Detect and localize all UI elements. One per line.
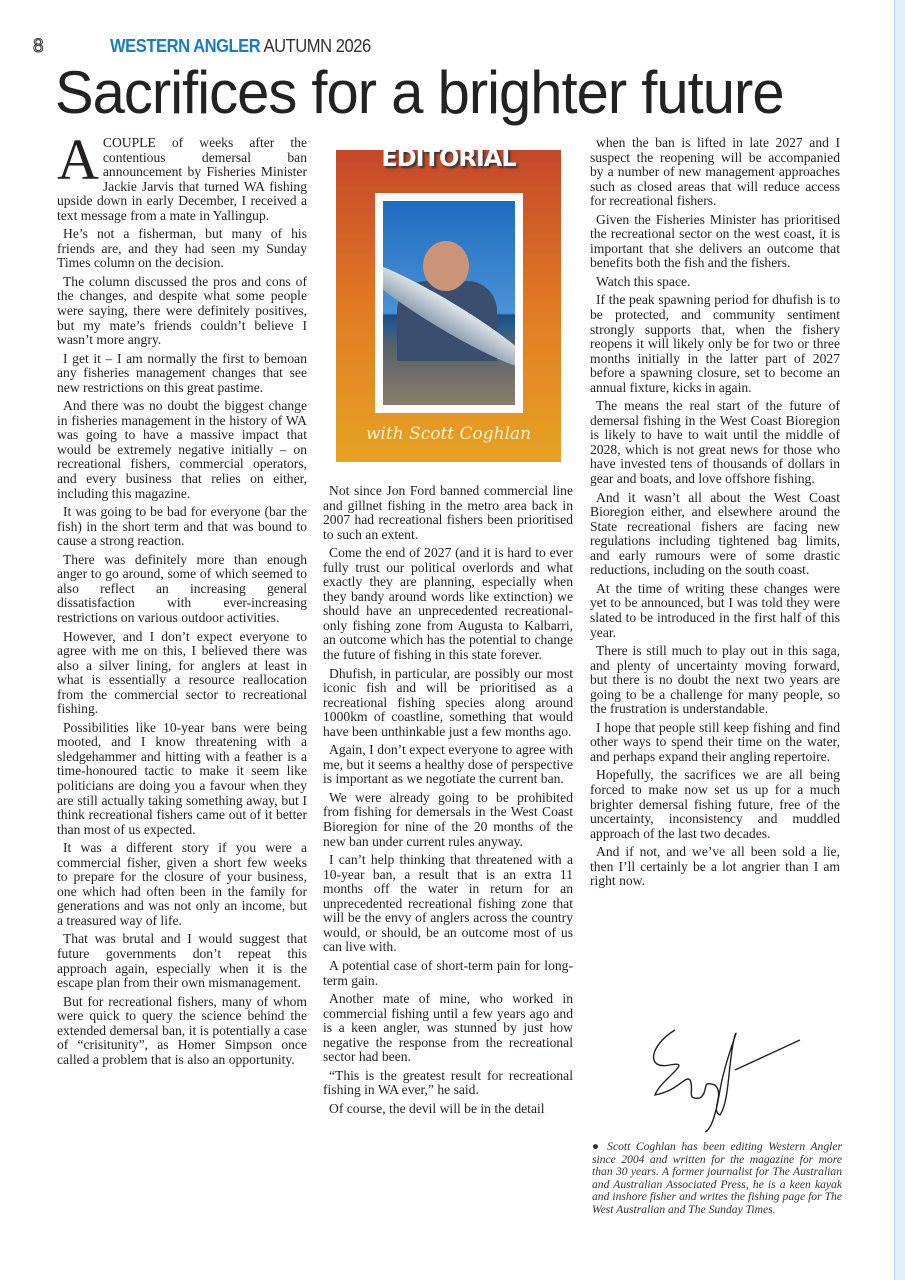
body-paragraph: A potential case of short-term pain for long-term gain. bbox=[323, 957, 573, 988]
body-paragraph: Given the Fisheries Minister has prioritised the recreational sector on the west coast, it is important that she delivers an outcome that benefits both the fish and the fishers. bbox=[590, 211, 840, 271]
body-paragraph: However, and I don’t expect everyone to agree with me on this, I believed there was also a silver lining, for anglers at least in what is essentially a resource reallocation from the commercial sector to recreational fishing. bbox=[57, 628, 307, 717]
author-bio: ● Scott Coghlan has been editing Western Angler since 2004 and written for the magazine for more than 30 years. A former journalist for The Australian and Australian Associated Press, he is a keen kayak and inshore fisher and writes the fishing page for The West Australian and The Sunday Times. bbox=[592, 1140, 842, 1216]
masthead bbox=[110, 36, 371, 57]
body-paragraph: That was brutal and I would suggest that future governments don’t repeat this approach again, especially when it is the escape plan from their own mismanagement. bbox=[57, 931, 307, 991]
body-paragraph: It was going to be bad for everyone (bar the fish) in the short term and that was bound to cause a strong reaction. bbox=[57, 504, 307, 549]
body-paragraph: Dhufish, in particular, are possibly our most iconic fish and will be prioritised as a recreational fishing species along around 1000km of coastline, something that would have been unthinkable just a few months ago. bbox=[323, 665, 573, 739]
drop-cap: A bbox=[57, 127, 99, 192]
body-paragraph: Hopefully, the sacrifices we are all being forced to make now set us up for a much brighter demersal fishing future, free of the uncertainty, inconsistency and muddled approach of the last two decades. bbox=[590, 767, 840, 841]
body-paragraph: when the ban is lifted in late 2027 and I suspect the reopening will be accompanied by a number of new management approaches such as closed areas that will reduce access for recreational fishers. bbox=[590, 135, 840, 209]
body-paragraph: And if not, and we’ve all been sold a lie, then I’ll certainly be a lot angrier than I am right now. bbox=[590, 844, 840, 889]
body-paragraph: There was definitely more than enough anger to go around, some of which seemed to also reflect an increasing general dissatisfaction with ever-increasing restrictions on various outdoor activities. bbox=[57, 551, 307, 625]
author-byline: with Scott Coghlan bbox=[365, 424, 532, 444]
body-paragraph: Not since Jon Ford banned commercial line and gillnet fishing in the metro area back in 2007 had recreational fishers been prioritised to such an extent. bbox=[323, 483, 573, 542]
page-number: 8 bbox=[33, 36, 44, 57]
body-paragraph: And it wasn’t all about the West Coast Bioregion either, and elsewhere around the State recreational fishers are facing new regulations including tightened bag limits, and early rumours were of some drastic reductions, including on the south coast. bbox=[590, 489, 840, 578]
body-paragraph: Of course, the devil will be in the detail bbox=[329, 1100, 545, 1116]
body-paragraph: He’s not a fisherman, but many of his friends are, and they had seen my Sunday Times column on the decision. bbox=[57, 226, 307, 271]
body-paragraph: At the time of writing these changes were yet to be announced, but I was told they were slated to be introduced in the first half of this year. bbox=[590, 580, 840, 640]
body-paragraph: Another mate of mine, who worked in commercial fishing until a few years ago and is a keen angler, was stunned by just how negative the response from the recreational sector had been. bbox=[323, 991, 573, 1065]
body-paragraph: The means the real start of the future of demersal fishing in the West Coast Bioregion is likely to have to wait until the middle of 2028, which is not great news for those who have invested tens of thousands of dollars in gear and boats, and love offshore fishing. bbox=[590, 398, 840, 487]
column-1 bbox=[57, 127, 307, 1071]
editorial-label: EDITORIAL bbox=[381, 144, 516, 172]
body-paragraph: And there was no doubt the biggest change in fisheries management in the history of WA was going to have a massive impact that would be extremely negative initially – on recreational fishers, commercial operators, and every business that relies on either, including this magazine. bbox=[57, 398, 307, 501]
body-paragraph: It was a different story if you were a commercial fisher, given a short few weeks to prepare for the closure of your business, one which had often been in the family for generations and was not only an income, but a treasured way of life. bbox=[57, 840, 307, 928]
body-paragraph: Watch this space. bbox=[596, 273, 691, 289]
author-signature bbox=[640, 1020, 820, 1135]
body-paragraph: I hope that people still keep fishing and find other ways to spend their time on the water, and perhaps expand their angling repertoire. bbox=[590, 719, 840, 764]
body-paragraph: “This is the greatest result for recreational fishing in WA ever,” he said. bbox=[323, 1067, 573, 1098]
body-paragraph: If the peak spawning period for dhufish is to be protected, and community sentiment strongly supports that, when the fishery reopens it will likely only be for two or three months initially in the latter part of 2027 before a spawning closure, set to become an annual fixture, kicks in again. bbox=[590, 292, 840, 395]
photo-face bbox=[423, 241, 469, 291]
body-paragraph: Possibilities like 10-year bans were being mooted, and I know threatening with a sledgehammer and hitting with a feather is a time-honoured tactic to make it seem like politicians are doing you a favour when they are still actually taking something away, but I think recreational fishers came out of it better than most of us expected. bbox=[57, 719, 307, 837]
lead-paragraph bbox=[57, 127, 307, 223]
body-paragraph: Come the end of 2027 (and it is hard to ever fully trust our political overlords and what exactly they are planning, especially when they bandy around words like extinction) we should have an unprecedented recreational-only fishing zone from Augusta to Kalbarri, an outcome which has the potential to change the future of fishing in this state forever. bbox=[323, 545, 573, 663]
body-paragraph: I can’t help thinking that threatened with a 10-year ban, a result that is an extra 11 months off the water in return for an unprecedented recreational fishing zone that will be the envy of anglers across the country would, or should, be an outcome most of us can live with. bbox=[323, 852, 573, 955]
column-3 bbox=[590, 136, 840, 893]
body-paragraph: We were already going to be prohibited from fishing for demersals in the West Coast Bioregion for nine of the 20 months of the new ban under current rules anyway. bbox=[323, 789, 573, 849]
body-paragraph: Again, I don’t expect everyone to agree with me, but it seems a healthy dose of perspective is important as we negotiate the current ban. bbox=[323, 742, 573, 787]
issue-label: AUTUMN 2026 bbox=[263, 36, 371, 56]
body-paragraph: I get it – I am normally the first to bemoan any fisheries management changes that see new restrictions on this great pastime. bbox=[57, 350, 307, 395]
body-paragraph: There is still much to play out in this saga, and plenty of uncertainty moving forward, but there is no doubt the next two years are going to be a challenge for many people, so the frustration is understandable. bbox=[590, 643, 840, 717]
column-2 bbox=[323, 484, 573, 1120]
body-paragraph: But for recreational fishers, many of whom were quick to query the science behind the extended demersal ban, it is potentially a case of “crisitunity”, as Homer Simpson once called a problem that is also an opportunity. bbox=[57, 993, 307, 1067]
headline: Sacrifices for a brighter future bbox=[55, 59, 784, 126]
brand-name: WESTERN ANGLER bbox=[110, 36, 261, 56]
body-paragraph: The column discussed the pros and cons of the changes, and despite what some people were saying, there were definitely positives, but my mate’s friends couldn’t believe I wasn’t more angry. bbox=[57, 273, 307, 348]
author-photo bbox=[383, 201, 515, 405]
page-edge bbox=[894, 0, 905, 1280]
editorial-banner bbox=[336, 144, 561, 462]
lead-text: COUPLE of weeks after the contentious demersal ban announcement by Fisheries Minister Jackie Jarvis that turned WA fishing upside down in early December, I received a text message from a mate in Yallingup. bbox=[57, 135, 307, 223]
photo-frame bbox=[375, 193, 523, 413]
